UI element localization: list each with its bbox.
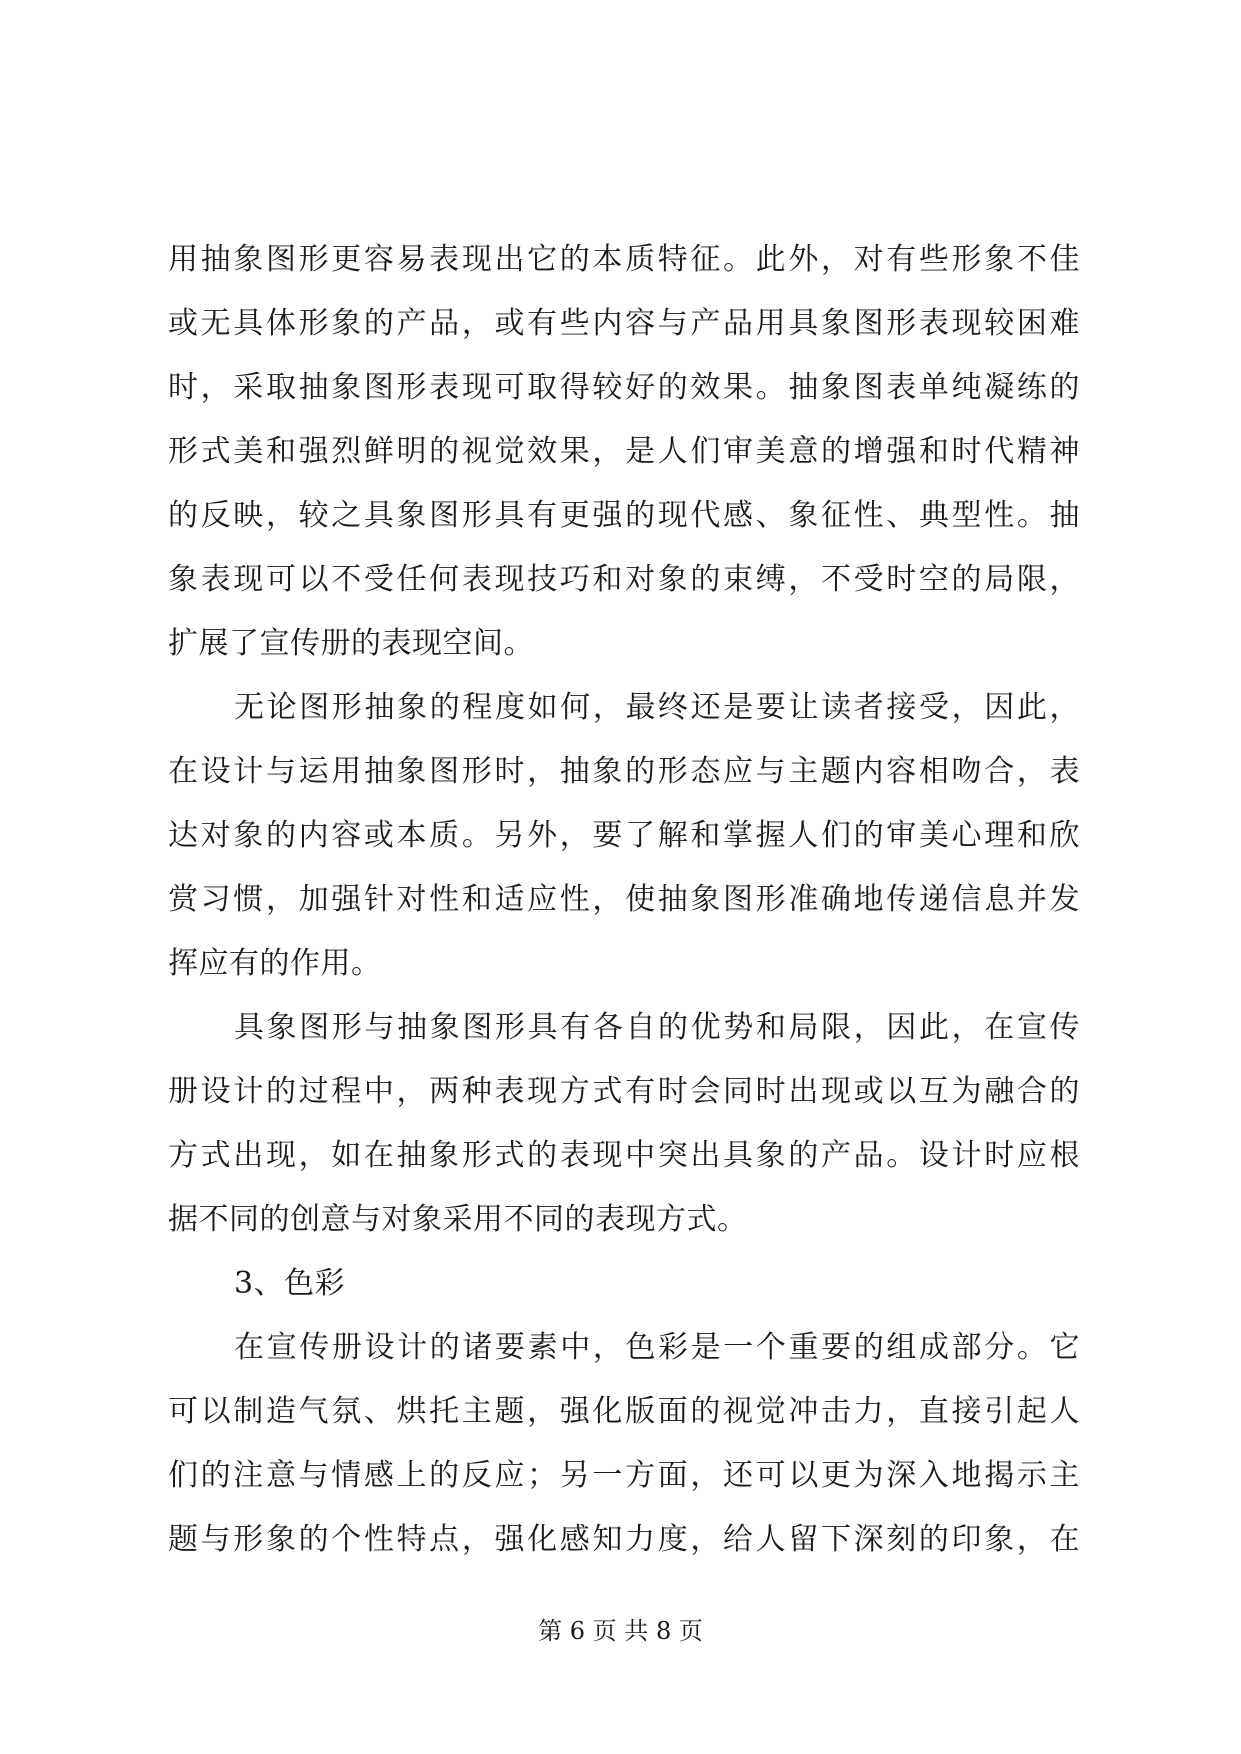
text-line: 们的注意与情感上的反应；另一方面，还可以更为深入地揭示主 <box>168 1458 1080 1493</box>
text-line: 3、色彩 <box>234 1266 346 1301</box>
text-line: 达对象的内容或本质。另外，要了解和掌握人们的审美心理和欣 <box>168 818 1080 853</box>
text-line: 挥应有的作用。 <box>168 946 382 981</box>
section-heading <box>168 1252 1080 1316</box>
text-line: 赏习惯，加强针对性和适应性，使抽象图形准确地传递信息并发 <box>168 882 1080 917</box>
paragraph <box>168 1316 1080 1572</box>
text-line: 据不同的创意与对象采用不同的表现方式。 <box>168 1202 748 1237</box>
text-line: 具象图形与抽象图形具有各自的优势和局限，因此，在宣传 <box>234 1010 1080 1045</box>
text-line: 形式美和强烈鲜明的视觉效果，是人们审美意的增强和时代精神 <box>168 434 1080 469</box>
text-line: 无论图形抽象的程度如何，最终还是要让读者接受，因此， <box>234 690 1080 725</box>
text-line: 册设计的过程中，两种表现方式有时会同时出现或以互为融合的 <box>168 1074 1080 1109</box>
text-line: 或无具体形象的产品，或有些内容与产品用具象图形表现较困难 <box>168 306 1080 341</box>
text-line: 方式出现，如在抽象形式的表现中突出具象的产品。设计时应根 <box>168 1138 1080 1173</box>
text-line: 时，采取抽象图形表现可取得较好的效果。抽象图表单纯凝练的 <box>168 370 1080 405</box>
page-number-footer: 第 6 页 共 8 页 <box>538 1617 703 1645</box>
text-line: 可以制造气氛、烘托主题，强化版面的视觉冲击力，直接引起人 <box>168 1394 1080 1429</box>
text-line: 在设计与运用抽象图形时，抽象的形态应与主题内容相吻合，表 <box>168 754 1080 789</box>
text-line: 的反映，较之具象图形具有更强的现代感、象征性、典型性。抽 <box>168 498 1080 533</box>
text-line: 扩展了宣传册的表现空间。 <box>168 626 534 661</box>
text-line: 题与形象的个性特点，强化感知力度，给人留下深刻的印象，在 <box>168 1522 1080 1557</box>
text-line: 用抽象图形更容易表现出它的本质特征。此外，对有些形象不佳 <box>168 242 1080 277</box>
text-line: 在宣传册设计的诸要素中，色彩是一个重要的组成部分。它 <box>234 1330 1080 1365</box>
paragraph <box>168 676 1080 996</box>
paragraph <box>168 228 1080 676</box>
text-line: 象表现可以不受任何表现技巧和对象的束缚，不受时空的局限， <box>168 562 1080 597</box>
paragraph <box>168 996 1080 1252</box>
body-text <box>168 228 1080 1572</box>
